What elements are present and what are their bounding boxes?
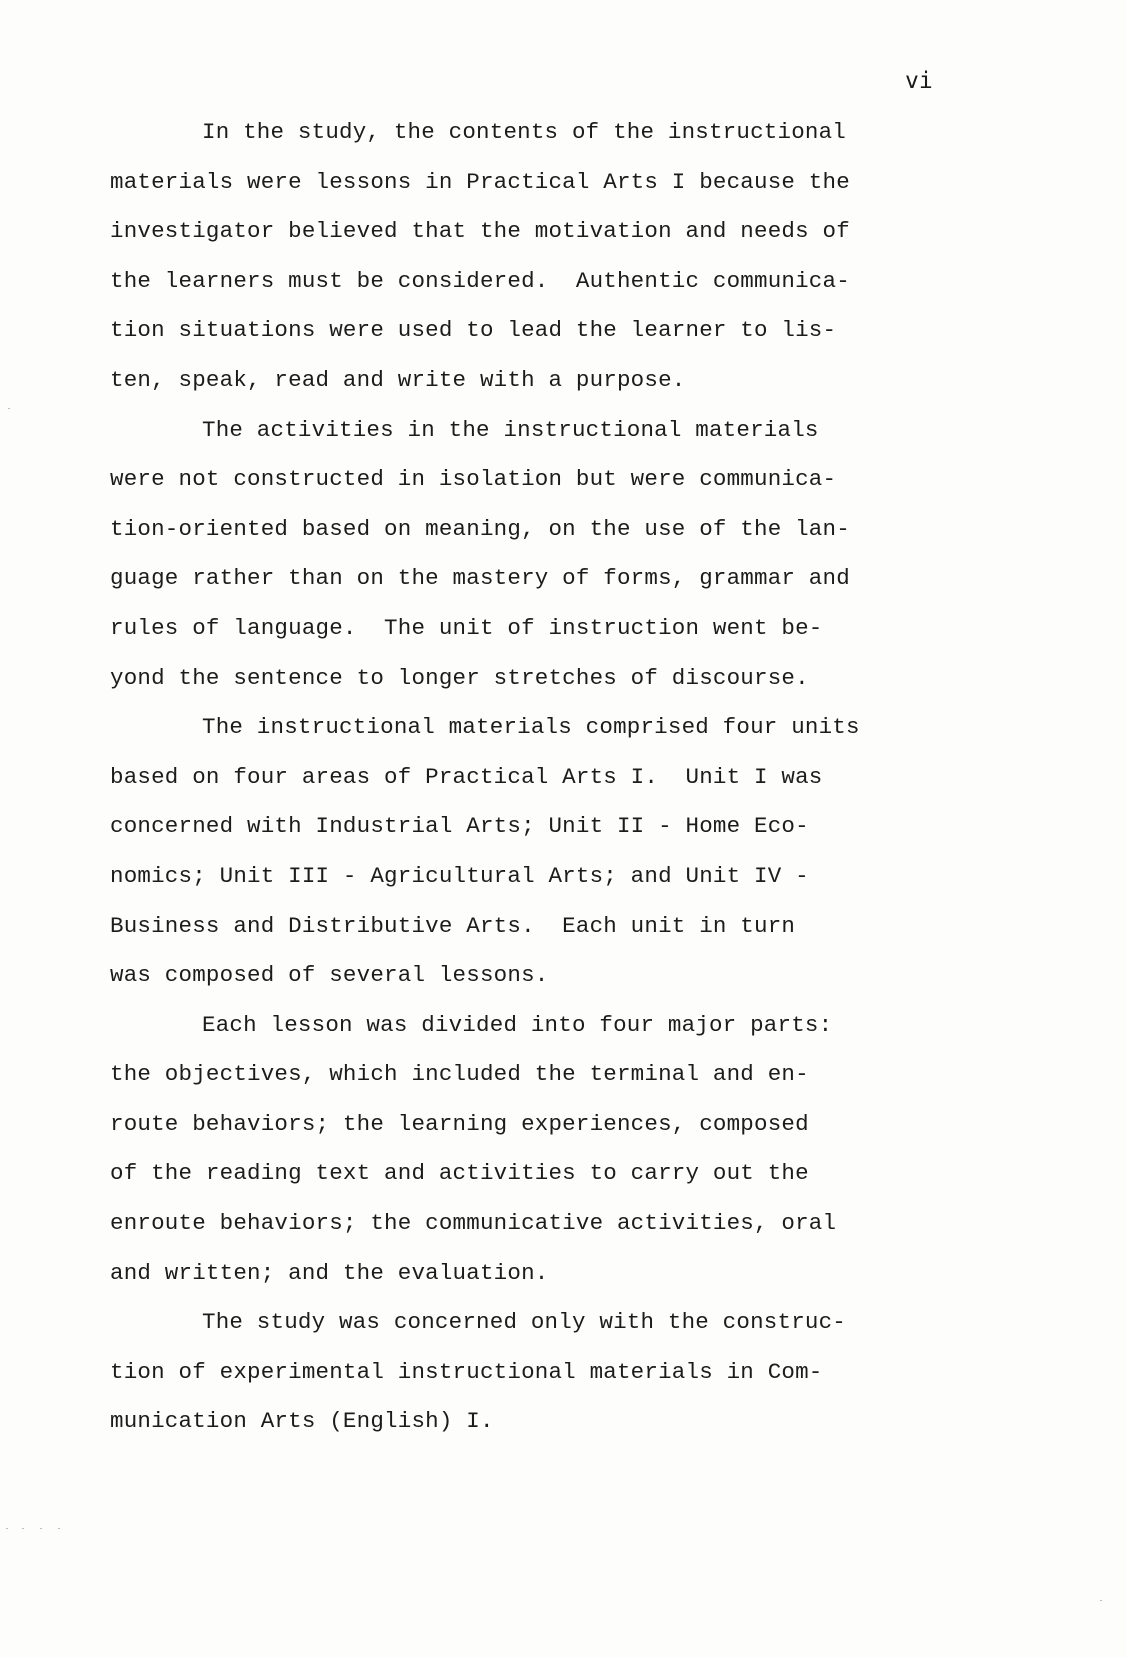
- text-line: The instructional materials comprised four units: [202, 714, 860, 741]
- scan-speck: [40, 1528, 42, 1529]
- scan-speck: [8, 408, 10, 409]
- scan-speck: [6, 1528, 8, 1529]
- text-line: and written; and the evaluation.: [110, 1259, 549, 1286]
- text-line: investigator believed that the motivation and needs of: [110, 218, 850, 245]
- page-number: vi: [905, 68, 933, 94]
- paragraph-5: [110, 1298, 930, 1447]
- text-line: materials were lessons in Practical Arts I because the: [110, 168, 850, 195]
- text-line: tion-oriented based on meaning, on the use of the lan-: [110, 515, 850, 542]
- text-line: tion situations were used to lead the learner to lis-: [110, 317, 837, 344]
- paragraph-2: [110, 406, 930, 704]
- text-line: Business and Distributive Arts. Each unit in turn: [110, 912, 796, 939]
- scan-speck: [1100, 1600, 1102, 1601]
- scan-speck: [58, 1528, 60, 1529]
- text-line: the learners must be considered. Authentic communica-: [110, 267, 850, 294]
- paragraph-4: [110, 1001, 930, 1299]
- text-line: ten, speak, read and write with a purpose.: [110, 366, 686, 393]
- paragraph-1: [110, 108, 930, 406]
- text-line: munication Arts (English) I.: [110, 1408, 494, 1435]
- text-line: enroute behaviors; the communicative activities, oral: [110, 1210, 837, 1237]
- scan-speck: [22, 1528, 24, 1529]
- text-line: The activities in the instructional materials: [202, 416, 819, 443]
- text-line: nomics; Unit III - Agricultural Arts; and Unit IV -: [110, 862, 809, 889]
- text-line: were not constructed in isolation but were communica-: [110, 466, 837, 493]
- text-line: rules of language. The unit of instruction went be-: [110, 614, 823, 641]
- text-line: Each lesson was divided into four major parts:: [202, 1011, 833, 1038]
- text-line: The study was concerned only with the construc-: [202, 1309, 847, 1336]
- paragraph-3: [110, 703, 930, 1001]
- text-line: route behaviors; the learning experiences, composed: [110, 1110, 809, 1137]
- text-line: tion of experimental instructional materials in Com-: [110, 1358, 823, 1385]
- body-text: [110, 108, 930, 1447]
- text-line: was composed of several lessons.: [110, 962, 549, 989]
- text-line: concerned with Industrial Arts; Unit II - Home Eco-: [110, 813, 809, 840]
- text-line: In the study, the contents of the instructional: [202, 119, 847, 145]
- text-line: yond the sentence to longer stretches of discourse.: [110, 664, 809, 691]
- text-line: the objectives, which included the terminal and en-: [110, 1061, 809, 1088]
- text-line: based on four areas of Practical Arts I. Unit I was: [110, 763, 823, 790]
- text-line: guage rather than on the mastery of forms, grammar and: [110, 565, 850, 592]
- text-line: of the reading text and activities to carry out the: [110, 1160, 809, 1187]
